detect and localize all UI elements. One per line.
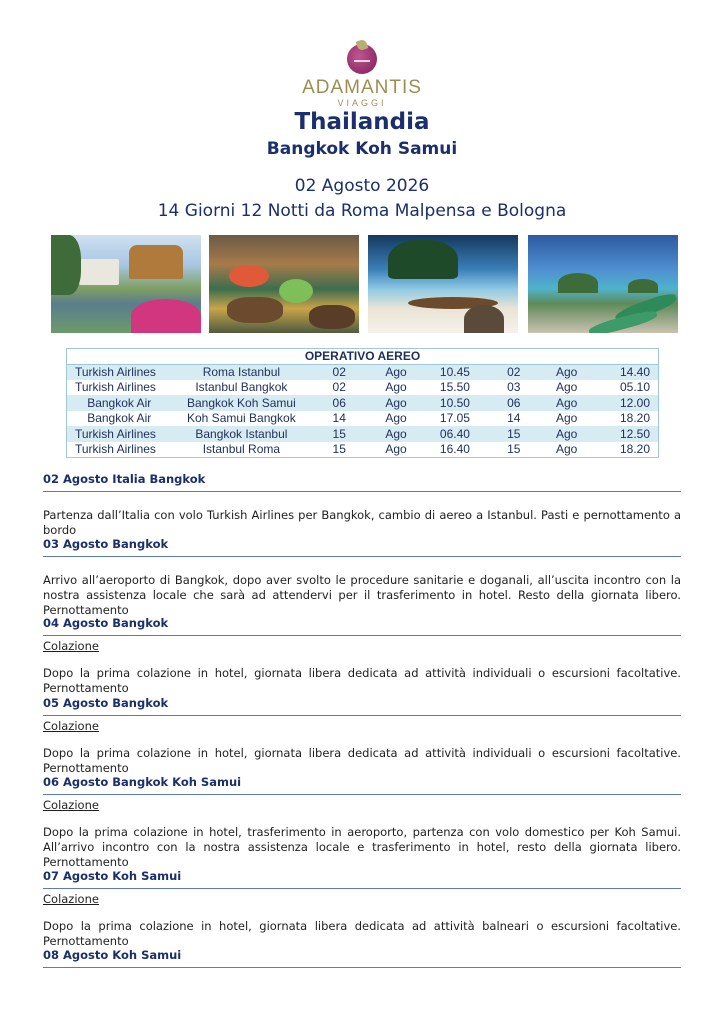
flight-row bbox=[67, 442, 659, 458]
flight-dep-month: Ago bbox=[367, 395, 425, 411]
flight-dep-month: Ago bbox=[367, 426, 425, 442]
day-title: 02 Agosto Italia Bangkok bbox=[43, 472, 206, 486]
flight-route: Bangkok Koh Samui bbox=[171, 395, 311, 411]
day-divider bbox=[43, 491, 681, 492]
flight-row bbox=[67, 395, 659, 411]
flight-route: Istanbul Roma bbox=[202, 442, 281, 456]
flight-airline: Turkish Airlines bbox=[75, 380, 156, 395]
flight-route: Roma Istanbul bbox=[171, 364, 311, 380]
flight-dep-time: 10.50 bbox=[425, 395, 485, 411]
day-meal: Colazione bbox=[43, 639, 99, 653]
flight-airline: Turkish Airlines bbox=[75, 442, 156, 456]
flight-arr-time: 05.10 bbox=[619, 380, 650, 395]
flight-arr-day: 15 bbox=[507, 442, 521, 456]
day-title: 04 Agosto Bangkok bbox=[43, 616, 169, 630]
day-divider bbox=[43, 715, 681, 716]
itinerary-day bbox=[43, 696, 681, 776]
flight-dep-time: 06.40 bbox=[425, 426, 485, 442]
flight-schedule-table bbox=[66, 348, 659, 458]
day-divider bbox=[43, 967, 681, 968]
photo-beach bbox=[368, 235, 518, 333]
flight-arr-month: Ago bbox=[555, 411, 578, 426]
flight-airline: Bangkok Air bbox=[87, 411, 152, 426]
flight-dep-day: 15 bbox=[311, 426, 367, 442]
flight-arr-day: 06 bbox=[485, 395, 543, 411]
brand-logo bbox=[0, 40, 724, 108]
flight-route: Bangkok Istanbul bbox=[171, 426, 311, 442]
flight-dep-day: 15 bbox=[332, 442, 346, 456]
flight-dep-day: 02 bbox=[332, 380, 346, 395]
flight-arr-time: 12.00 bbox=[591, 395, 659, 411]
trip-duration: 14 Giorni 12 Notti da Roma Malpensa e Bologna bbox=[157, 201, 567, 221]
itinerary-day bbox=[43, 537, 681, 618]
itinerary-day bbox=[43, 472, 681, 538]
day-title: 05 Agosto Bangkok bbox=[43, 696, 169, 710]
flight-dep-month: Ago bbox=[385, 442, 407, 456]
flight-arr-time: 18.20 bbox=[619, 411, 650, 426]
day-title: 06 Agosto Bangkok Koh Samui bbox=[43, 775, 242, 789]
flight-dep-time: 16.40 bbox=[439, 442, 470, 456]
page-subtitle: Bangkok Koh Samui bbox=[266, 139, 458, 159]
day-divider bbox=[43, 635, 681, 636]
flight-dep-day: 02 bbox=[311, 364, 367, 380]
itinerary-day bbox=[43, 775, 681, 870]
flight-table-heading: OPERATIVO AEREO bbox=[67, 349, 659, 365]
flight-arr-time: 12.50 bbox=[591, 426, 659, 442]
day-description: Dopo la prima colazione in hotel, giornata libera dedicata ad attività balneari o escursioni facoltative. Pernottamento bbox=[43, 919, 681, 948]
day-title: 07 Agosto Koh Samui bbox=[43, 869, 182, 883]
flight-dep-month: Ago bbox=[367, 364, 425, 380]
day-divider bbox=[43, 556, 681, 557]
flight-dep-day: 06 bbox=[311, 395, 367, 411]
flight-arr-time: 18.20 bbox=[619, 442, 650, 456]
day-description: Arrivo all’aeroporto di Bangkok, dopo aver svolto le procedure sanitarie e doganali, all’uscita incontro con la nostra assistenza locale che sarà ad attendervi per il trasferimento in hotel. Resto della giornata libero. Pernottamento bbox=[43, 573, 681, 617]
day-meal: Colazione bbox=[43, 719, 99, 733]
flight-arr-time: 14.40 bbox=[591, 364, 659, 380]
flight-dep-day: 14 bbox=[332, 411, 346, 426]
flight-airline: Bangkok Air bbox=[67, 395, 172, 411]
flight-dep-time: 10.45 bbox=[425, 364, 485, 380]
flight-arr-day: 15 bbox=[485, 426, 543, 442]
brand-subtitle: VIAGGI bbox=[337, 98, 387, 108]
day-description: Dopo la prima colazione in hotel, giornata libera dedicata ad attività individuali o escursioni facoltative. Pernottamento bbox=[43, 666, 681, 695]
flight-dep-time: 15.50 bbox=[439, 380, 470, 395]
flight-row bbox=[67, 411, 659, 427]
itinerary-day bbox=[43, 948, 681, 968]
photo-strip bbox=[51, 235, 678, 333]
flight-dep-time: 17.05 bbox=[439, 411, 470, 426]
photo-temple bbox=[51, 235, 201, 333]
flight-arr-month: Ago bbox=[555, 380, 578, 395]
flight-arr-day: 02 bbox=[485, 364, 543, 380]
flight-dep-month: Ago bbox=[385, 380, 407, 395]
flight-airline: Turkish Airlines bbox=[67, 364, 172, 380]
flight-arr-month: Ago bbox=[555, 442, 578, 456]
day-description: Dopo la prima colazione in hotel, trasferimento in aeroporto, partenza con volo domestico per Koh Samui. All’arrivo incontro con la nostra assistenza locale e trasferimento in hotel, resto della giornata libero. Pernottamento bbox=[43, 825, 681, 869]
flight-arr-day: 03 bbox=[507, 380, 521, 395]
flight-route: Koh Samui Bangkok bbox=[187, 411, 296, 426]
itinerary-day bbox=[43, 616, 681, 696]
departure-date: 02 Agosto 2026 bbox=[294, 176, 430, 196]
logo-icon bbox=[345, 40, 379, 76]
day-title: 03 Agosto Bangkok bbox=[43, 537, 169, 551]
flight-arr-month: Ago bbox=[543, 395, 591, 411]
flight-airline: Turkish Airlines bbox=[67, 426, 172, 442]
day-meal: Colazione bbox=[43, 798, 99, 812]
day-description: Partenza dall’Italia con volo Turkish Airlines per Bangkok, cambio di aereo a Istanbul. Pasti e pernottamento a bordo bbox=[43, 508, 681, 537]
photo-floating-market bbox=[209, 235, 359, 333]
flight-row bbox=[67, 364, 659, 380]
page-title: Thailandia bbox=[294, 109, 430, 135]
day-meal: Colazione bbox=[43, 892, 99, 906]
flight-dep-month: Ago bbox=[385, 411, 407, 426]
flight-row bbox=[67, 426, 659, 442]
day-divider bbox=[43, 888, 681, 889]
brand-name: ADAMANTIS bbox=[302, 77, 422, 98]
flight-row bbox=[67, 380, 659, 396]
photo-boats bbox=[528, 235, 678, 333]
day-description: Dopo la prima colazione in hotel, giornata libera dedicata ad attività individuali o escursioni facoltative. Pernottamento bbox=[43, 746, 681, 775]
day-divider bbox=[43, 794, 681, 795]
day-title: 08 Agosto Koh Samui bbox=[43, 948, 182, 962]
flight-route: Istanbul Bangkok bbox=[195, 380, 288, 395]
flight-arr-month: Ago bbox=[543, 364, 591, 380]
flight-arr-month: Ago bbox=[543, 426, 591, 442]
flight-arr-day: 14 bbox=[507, 411, 521, 426]
itinerary-day bbox=[43, 869, 681, 949]
